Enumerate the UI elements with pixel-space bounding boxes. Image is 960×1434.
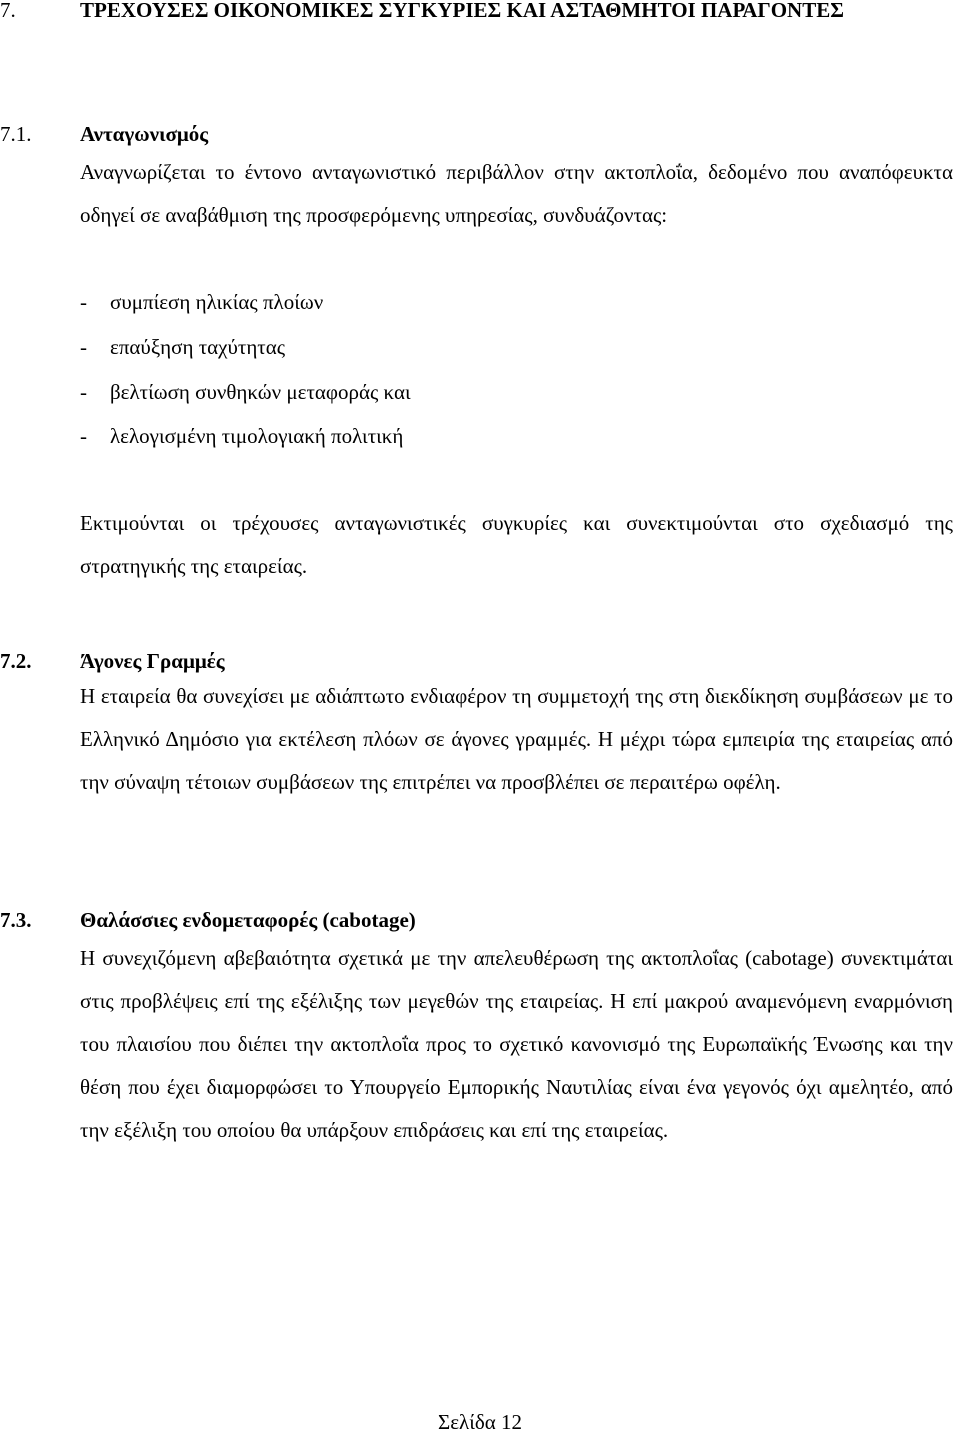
section-1-title: Ανταγωνισμός (80, 122, 209, 146)
section-3-heading (0, 899, 960, 932)
section-1-number: 7.1. (0, 122, 32, 146)
bullet-text: επαύξηση ταχύτητας (110, 335, 286, 359)
bullet-text: βελτίωση συνθηκών μεταφοράς και (110, 380, 411, 404)
section-3-title: Θαλάσσιες ενδομεταφορές (cabotage) (80, 908, 416, 932)
bullet-text: συμπίεση ηλικίας πλοίων (110, 290, 324, 314)
page-number-footer: Σελίδα 12 (437, 1410, 523, 1434)
section-2-number: 7.2. (0, 649, 32, 673)
section-1-heading (0, 113, 960, 146)
bullet-text: λελογισμένη τιμολογιακή πολιτική (110, 424, 404, 448)
section-1-intro: Αναγνωρίζεται το έντονο ανταγωνιστικό περιβάλλον στην ακτοπλοΐα, δεδομένο που αναπόφευκτα οδηγεί σε αναβάθμιση της προσφερόμενης υπηρεσίας, συνδυάζοντας: (80, 160, 953, 227)
section-3-number: 7.3. (0, 908, 32, 932)
section-2-title: Άγονες Γραμμές (80, 649, 225, 673)
section-1-conclusion: Εκτιμούνται οι τρέχουσες ανταγωνιστικές συγκυρίες και συνεκτιμούνται στο σχεδιασμό της στρατηγικής της εταιρείας. (80, 511, 953, 578)
section-3-body: Η συνεχιζόμενη αβεβαιότητα σχετικά με την απελευθέρωση της ακτοπλοΐας (cabotage) συνεκτιμάται στις προβλέψεις επί της εξέλιξης των μεγεθών της εταιρείας. Η επί μακρού αναμενόμενη εναρμόνιση του πλαισίου που διέπει την ακτοπλοΐα προς το σχετικό κανονισμό της Ευρωπαϊκής Ένωσης και την θέση που έχει διαμορφώσει το Υπουργείο Εμπορικής Ναυτιλίας είναι ένα γεγονός όχι αμελητέο, από την εξέλιξη του οποίου θα υπάρξουν επιδράσεις και επί της εταιρείας. (80, 946, 953, 1142)
section-2-heading (0, 640, 960, 673)
bullet-dash: - (80, 290, 87, 314)
bullet-dash: - (80, 424, 87, 448)
main-heading-number: 7. (0, 0, 16, 22)
bullet-dash: - (80, 380, 87, 404)
main-heading-text: ΤΡΕΧΟΥΣΕΣ ΟΙΚΟΝΟΜΙΚΕΣ ΣΥΓΚΥΡΙΕΣ ΚΑΙ ΑΣΤΑΘΜΗΤΟΙ ΠΑΡΑΓΟΝΤΕΣ (80, 0, 844, 22)
section-2-body: Η εταιρεία θα συνεχίσει με αδιάπτωτο ενδιαφέρον τη συμμετοχή της στη διεκδίκηση συμβάσεων με το Ελληνικό Δημόσιο για εκτέλεση πλόων σε άγονες γραμμές. Η μέχρι τώρα εμπειρία της εταιρείας από την σύναψη τέτοιων συμβάσεων της επιτρέπει να προσβλέπει σε περαιτέρω οφέλη. (80, 684, 953, 794)
bullet-dash: - (80, 335, 87, 359)
